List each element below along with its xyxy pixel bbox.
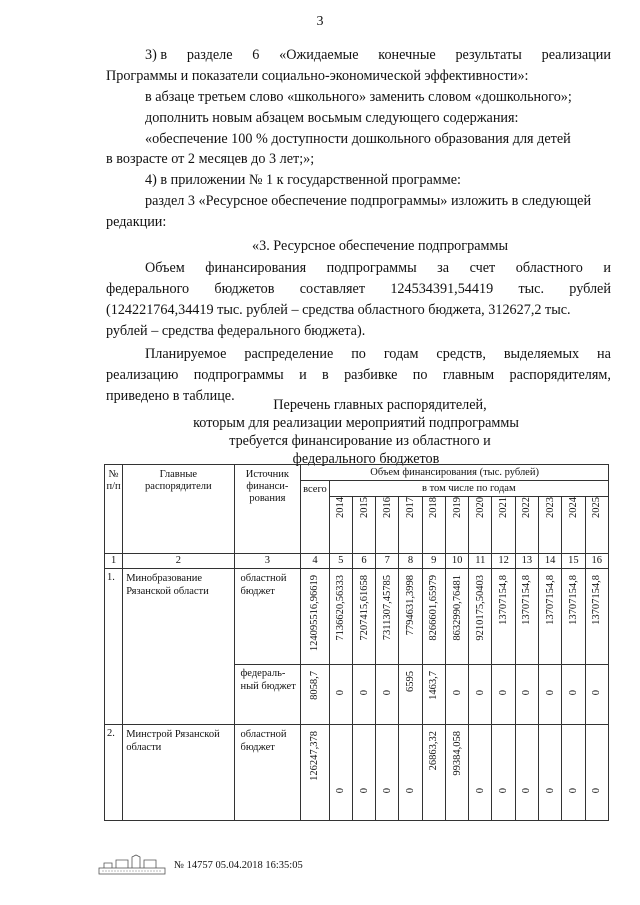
total-cell: 126247,378 (301, 725, 329, 821)
paragraph-line: 3) в разделе 6 «Ожидаемые конечные результаты реализации (145, 47, 611, 63)
document-registration: № 14757 05.04.2018 16:35:05 (174, 860, 303, 871)
total-cell: 8058,7 (301, 665, 329, 725)
table-title: требуется финансирование из областного и (229, 433, 491, 449)
table-row: федераль-ный бюджет 8058,7 0 0 0 6595 1463,7 0 0 0 0 0 0 0 (105, 665, 609, 725)
year-header: 2022 (515, 497, 538, 554)
paragraph-line: Программы и показатели социально-экономической эффективности»: (106, 68, 529, 84)
source-cell: областной бюджет (234, 569, 301, 665)
paragraph-line: редакции: (106, 214, 167, 230)
header-byyear: в том числе по годам (329, 481, 608, 497)
total-cell: 124095516,96619 (301, 569, 329, 665)
paragraph-line: приведено в таблице. (106, 388, 235, 404)
paragraph-line: федерального бюджетов составляет 124534391,54419 тыс. рублей (106, 281, 611, 297)
table-row: 1. Минобразование Рязанской области областной бюджет 124095516,96619 7136620,56333 7207415,61658 7311307,45785 7794631,3998 8266601,65979 8632990,76481 9210175,50403 13707154,8 13707154,8 13707154,8 13707154,8 13707154,8 (105, 569, 609, 665)
paragraph-line: рублей – средства федерального бюджета). (106, 323, 366, 339)
year-header: 2016 (376, 497, 399, 554)
paragraph-line: «обеспечение 100 % доступности дошкольного образования для детей (145, 131, 571, 147)
paragraph-line: 4) в приложении № 1 к государственной программе: (145, 172, 461, 188)
year-header: 2025 (585, 497, 608, 554)
paragraph-line: реализацию подпрограммы и в разбивке по главным распорядителям, (106, 367, 611, 383)
paragraph-line: Объем финансирования подпрограммы за счет областного и (145, 260, 611, 276)
source-cell: федераль-ный бюджет (234, 665, 301, 725)
header-volume: Объем финансирования (тыс. рублей) (301, 465, 609, 481)
row-num: 1. (105, 569, 123, 725)
paragraph-line: раздел 3 «Ресурсное обеспечение подпрограммы» изложить в следующей (145, 193, 592, 209)
header-source: Источник финанси-рования (234, 465, 301, 554)
source-cell: областной бюджет (234, 725, 301, 821)
org-name: Минстрой Рязанской области (123, 725, 234, 821)
header-main: Главные распорядители (123, 465, 234, 554)
header-num: № п/п (105, 465, 123, 554)
year-header: 2021 (492, 497, 515, 554)
paragraph-line: дополнить новым абзацем восьмым следующего содержания: (145, 110, 519, 126)
paragraph-line: (124221764,34419 тыс. рублей – средства областного бюджета, 312627,2 тыс. (106, 302, 571, 318)
year-header: 2017 (399, 497, 422, 554)
header-total: всего (301, 481, 329, 554)
row-num: 2. (105, 725, 123, 821)
table-title: которым для реализации мероприятий подпрограммы (193, 415, 519, 431)
table-row: 2. Минстрой Рязанской области областной бюджет 126247,378 0 0 0 0 26863,32 99384,058 0 0 0 0 0 0 (105, 725, 609, 821)
year-header: 2020 (469, 497, 492, 554)
column-number-row: 1 2 3 4 5 6 7 8 9 10 11 12 13 14 15 16 (105, 554, 609, 569)
table-title: федерального бюджетов (292, 451, 440, 467)
paragraph-line: в абзаце третьем слово «школьного» заменить словом «дошкольного»; (145, 89, 572, 105)
paragraph-line: в возрасте от 2 месяцев до 3 лет;»; (106, 151, 315, 167)
org-name: Минобразование Рязанской области (123, 569, 234, 725)
year-header: 2014 (329, 497, 352, 554)
paragraph-line: Планируемое распределение по годам средств, выделяемых на (145, 346, 611, 362)
year-header: 2018 (422, 497, 445, 554)
year-header: 2015 (352, 497, 375, 554)
year-header: 2023 (539, 497, 562, 554)
table-title: Перечень главных распорядителей, (273, 397, 487, 413)
section-title: «3. Ресурсное обеспечение подпрограммы (252, 238, 508, 254)
financing-table (104, 464, 609, 821)
page-number: 3 (316, 14, 324, 29)
year-header: 2019 (445, 497, 468, 554)
emblem-stamp-icon (98, 854, 166, 876)
year-header: 2024 (562, 497, 585, 554)
